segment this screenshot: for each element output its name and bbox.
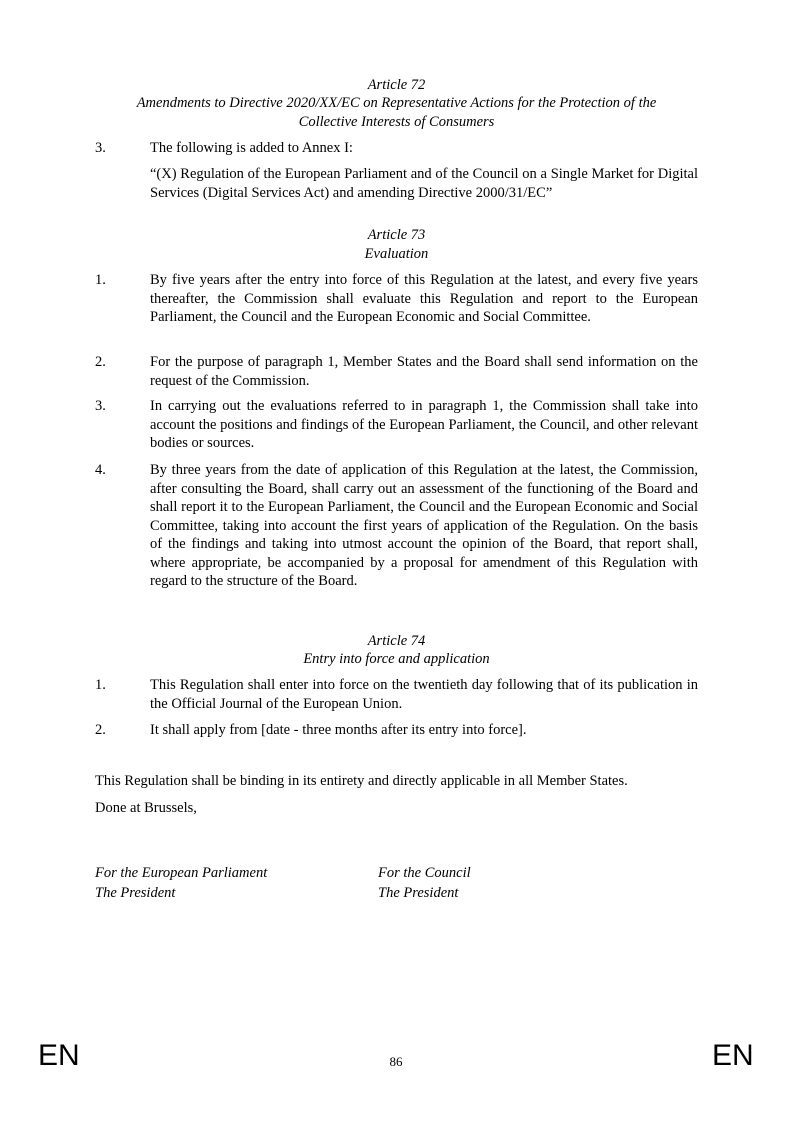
article-72-title-line1: Amendments to Directive 2020/XX/EC on Representative Actions for the Protection of the <box>136 95 657 111</box>
page-number: 86 <box>389 1054 403 1069</box>
binding-statement: This Regulation shall be binding in its entirety and directly applicable in all Member States. <box>95 773 628 789</box>
article-72-heading: Article 72 <box>367 77 426 93</box>
footer-language-right: EN <box>712 1039 754 1072</box>
signature-council-line2: The President <box>378 884 459 901</box>
signature-parliament-line1: For the European Parliament <box>95 865 268 881</box>
article-74-item-1-text: This Regulation shall enter into force on the twentieth day following that of its publication in the Official Journal of the European Union. <box>150 677 698 712</box>
article-73-item-3-number: 3. <box>95 398 106 414</box>
signature-parliament <box>95 864 267 903</box>
article-73-item-2-text: For the purpose of paragraph 1, Member States and the Board shall send information on the request of the Commission. <box>150 354 698 389</box>
article-73-item-4-text: By three years from the date of application of this Regulation at the latest, the Commission, after consulting the Board, shall carry out an assessment of the functioning of the Board and shall report it to the European Parliament, the Council and the European Economic and Social Committee, taking into account the first years of application of the Regulation. On the basis of the findings and taking into utmost account the opinion of the Board, that report shall, where appropriate, be accompanied by a proposal for amendment of this Regulation with regard to the structure of the Board. <box>150 462 698 589</box>
done-at-brussels: Done at Brussels, <box>95 800 197 816</box>
article-74-item-2-number: 2. <box>95 722 106 738</box>
article-74-heading: Article 74 <box>367 633 426 649</box>
article-73-item-4-number: 4. <box>95 462 106 478</box>
article-72-para-3-quote: “(X) Regulation of the European Parliament and of the Council on a Single Market for Digital Services (Digital Services Act) and amending Directive 2000/31/EC” <box>150 166 698 201</box>
article-73-item-1-number: 1. <box>95 272 106 288</box>
article-74-item-1-number: 1. <box>95 677 106 693</box>
article-73-title: Evaluation <box>364 246 429 262</box>
article-73-item-2-number: 2. <box>95 354 106 370</box>
article-73-heading: Article 73 <box>367 227 426 243</box>
article-73-item-3-text: In carrying out the evaluations referred to in paragraph 1, the Commission shall take into account the positions and findings of the European Parliament, the Council, and other relevant bodies or sources. <box>150 398 698 451</box>
footer-language-left: EN <box>38 1039 80 1072</box>
article-74-title: Entry into force and application <box>303 651 490 667</box>
signature-parliament-line2: The President <box>95 884 176 901</box>
article-74-item-2-text: It shall apply from [date - three months after its entry into force]. <box>150 722 527 738</box>
signature-council-line1: For the Council <box>378 865 471 881</box>
article-72-para-3-number: 3. <box>95 140 106 156</box>
article-72-para-3-text: The following is added to Annex I: <box>150 140 353 156</box>
signature-council <box>378 864 471 903</box>
article-73-item-1-text: By five years after the entry into force of this Regulation at the latest, and every five years thereafter, the Commission shall evaluate this Regulation and report to the European Parliament, the Council and the European Economic and Social Committee. <box>150 272 698 325</box>
article-72-title-line2: Collective Interests of Consumers <box>298 114 495 130</box>
